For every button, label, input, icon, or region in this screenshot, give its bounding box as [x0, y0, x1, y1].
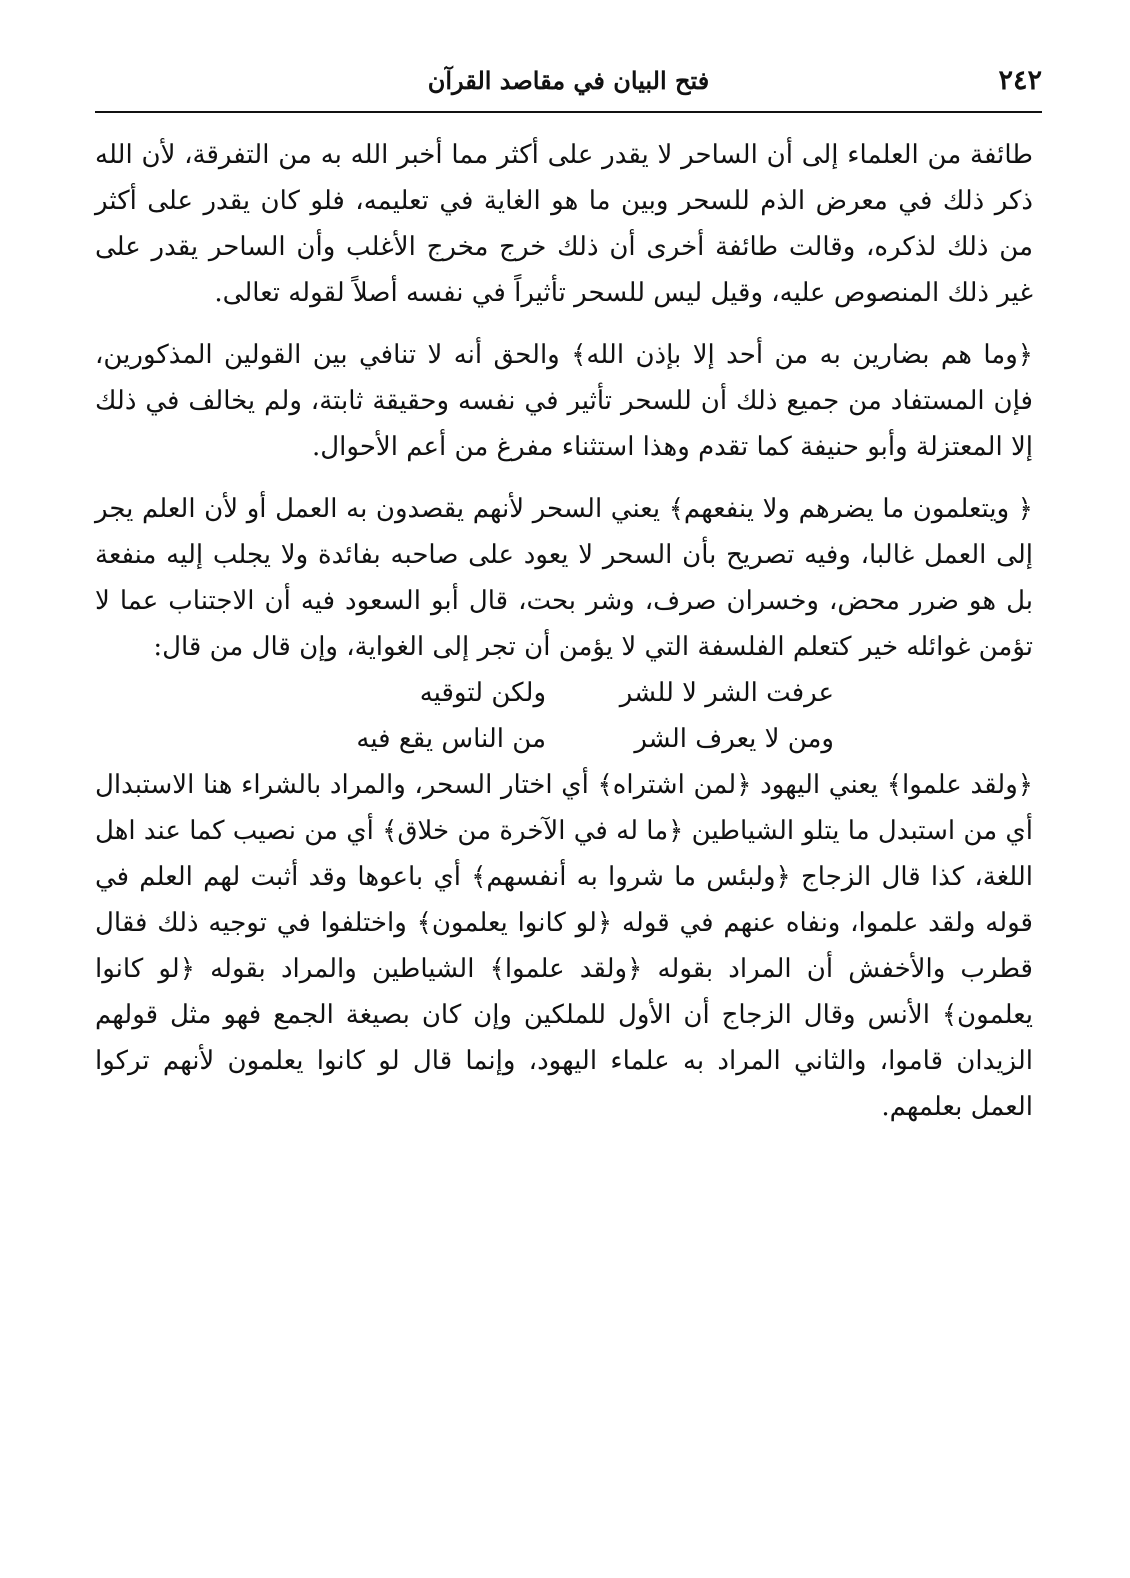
- paragraph-2: ﴿وما هم بضارين به من أحد إلا بإذن الله﴾ والحق أنه لا تنافي بين القولين المذكورين، فإن المستفاد من جميع ذلك أن للسحر تأثير في نفسه وحقيقة ثابتة، ولم يخالف في ذلك إلا المعتزلة وأبو حنيفة كما تقدم وهذا استثناء مفرغ من أعم الأحوال.: [95, 340, 1033, 462]
- running-title: فتح البيان في مقاصد القرآن: [427, 66, 710, 95]
- paragraph-4: ﴿ولقد علموا﴾ يعني اليهود ﴿لمن اشتراه﴾ أي اختار السحر، والمراد بالشراء هنا الاستبدال أي من استبدل ما يتلو الشياطين ﴿ما له في الآخرة من خلاق﴾ أي من نصيب كما عند اهل اللغة، كذا قال الزجاج ﴿ولبئس ما شروا به أنفسهم﴾ أي باعوها وقد أثبت لهم العلم في قوله ولقد علموا، ونفاه عنهم في قوله ﴿لو كانوا يعلمون﴾ واختلفوا في توجيه ذلك فقال قطرب والأخفش أن المراد بقوله ﴿ولقد علموا﴾ الشياطين والمراد بقوله ﴿لو كانوا يعلمون﴾ الأنس وقال الزجاج أن الأول للملكين وإن كان بصيغة الجمع فهو مثل قولهم الزيدان قاموا، والثاني المراد به علماء اليهود، وإنما قال لو كانوا يعلمون لأنهم تركوا العمل بعلمهم.: [95, 770, 1033, 1122]
- paragraph-1: طائفة من العلماء إلى أن الساحر لا يقدر على أكثر مما أخبر الله به من التفرقة، لأن الله ذكر ذلك في معرض الذم للسحر وبين ما هو الغاية في تعليمه، فلو كان يقدر على أكثر من ذلك لذكره، وقالت طائفة أخرى أن ذلك خرج مخرج الأغلب وأن الساحر يقدر على غير ذلك المنصوص عليه، وقيل ليس للسحر تأثيراً في نفسه أصلاً لقوله تعالى.: [95, 140, 1033, 308]
- page-number: ٢٤٢: [998, 65, 1042, 96]
- page-header: [95, 58, 1042, 106]
- main-text: [95, 132, 1033, 1130]
- poem-line-2-second-hemistich: من الناس يقع فيه: [356, 724, 546, 754]
- poem-line-1: [294, 670, 834, 716]
- poem-line-1-second-hemistich: ولكن لتوقيه: [419, 678, 546, 708]
- poem-block: [294, 670, 834, 762]
- poem-line-2-first-hemistich: ومن لا يعرف الشر: [634, 724, 834, 754]
- poem-line-1-first-hemistich: عرفت الشر لا للشر: [619, 678, 834, 708]
- paragraph-3: ﴿ ويتعلمون ما يضرهم ولا ينفعهم﴾ يعني السحر لأنهم يقصدون به العمل أو لأن العلم يجر إلى العمل غالبا، وفيه تصريح بأن السحر لا يعود على صاحبه بفائدة ولا يجلب إليه منفعة بل هو ضرر محض، وخسران صرف، وشر بحت، قال أبو السعود فيه أن الاجتناب عما لا تؤمن غوائله خير كتعلم الفلسفة التي لا يؤمن أن تجر إلى الغواية، وإن قال من قال:: [95, 494, 1033, 662]
- poem-line-2: [294, 716, 834, 762]
- header-divider: [95, 111, 1042, 113]
